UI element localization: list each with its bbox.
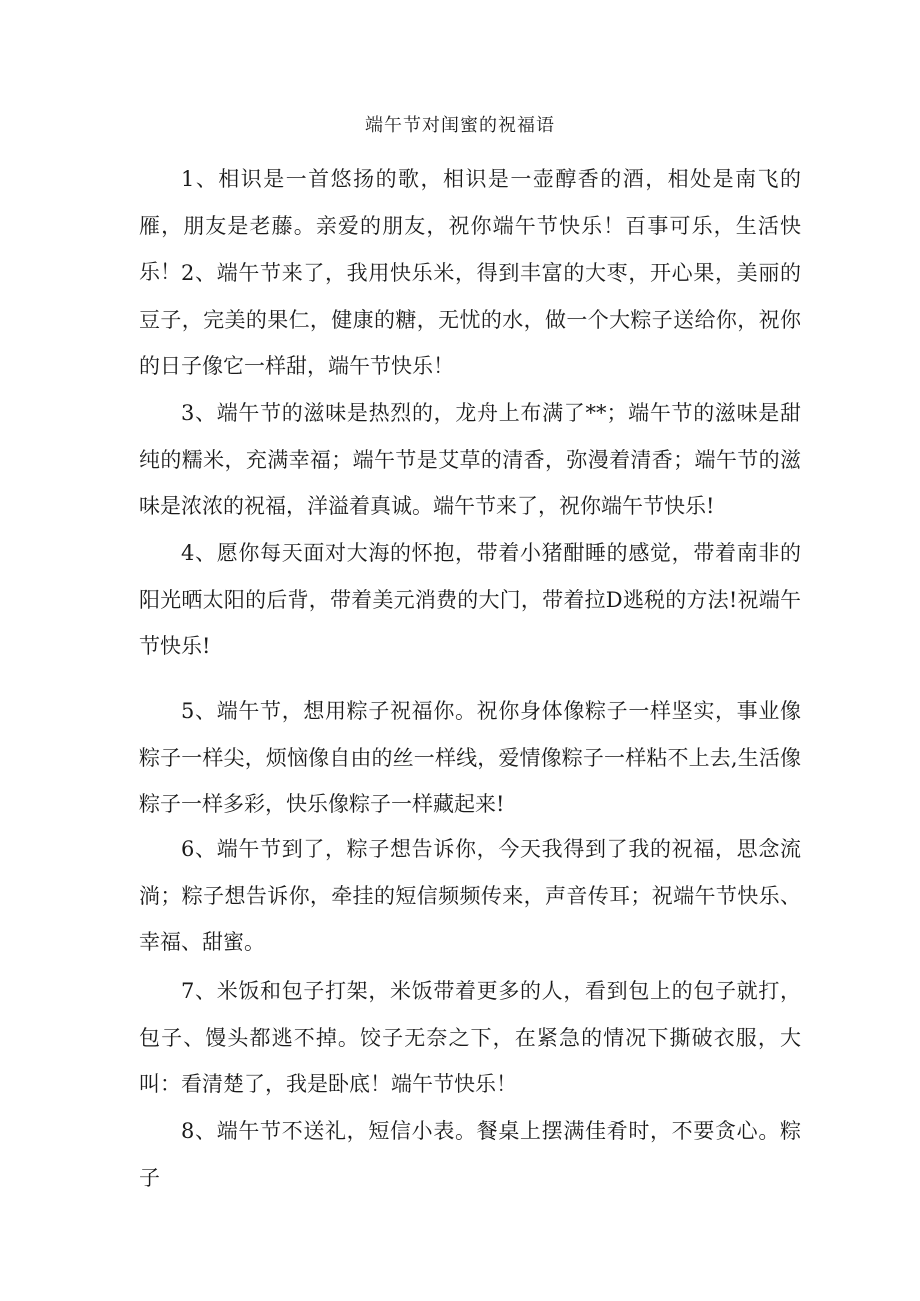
- greeting-paragraph-7: 7、米饭和包子打架，米饭带着更多的人，看到包上的包子就打，包子、馒头都逃不掉。饺子无奈之下，在紧急的情况下撕破衣服，大叫：看清楚了，我是卧底！端午节快乐！: [139, 979, 801, 1096]
- greeting-paragraph-5: 5、端午节，想用粽子祝福你。祝你身体像粽子一样坚实，事业像粽子一样尖，烦恼像自由的丝一样线，爱情像粽子一样粘不上去,生活像粽子一样多彩，快乐像粽子一样藏起来!: [139, 699, 801, 816]
- greeting-paragraph-1: 1、相识是一首悠扬的歌，相识是一壶醇香的酒，相处是南飞的雁，朋友是老藤。亲爱的朋友，祝你端午节快乐！百事可乐，生活快乐！: [139, 167, 801, 284]
- greeting-paragraph-3: 3、端午节的滋味是热烈的，龙舟上布满了**；端午节的滋味是甜纯的糯米，充满幸福；端午节是艾草的清香，弥漫着清香；端午节的滋味是浓浓的祝福，洋溢着真诚。端午节来了，祝你端午节快乐!: [139, 401, 801, 518]
- document-title: 端午节对闺蜜的祝福语: [365, 115, 555, 136]
- greeting-paragraph-2: 2、端午节来了，我用快乐米，得到丰富的大枣，开心果，美丽的豆子，完美的果仁，健康的糖，无忧的水，做一个大粽子送给你，祝你的日子像它一样甜，端午节快乐！: [139, 261, 801, 378]
- greeting-paragraph-6: 6、端午节到了，粽子想告诉你，今天我得到了我的祝福，思念流淌；粽子想告诉你，牵挂的短信频频传来，声音传耳；祝端午节快乐、幸福、甜蜜。: [139, 837, 801, 954]
- greeting-paragraph-4: 4、愿你每天面对大海的怀抱，带着小猪酣睡的感觉，带着南非的阳光晒太阳的后背，带着美元消费的大门，带着拉D逃税的方法!祝端午节快乐!: [139, 541, 801, 658]
- greeting-paragraph-8: 8、端午节不送礼，短信小表。餐桌上摆满佳肴时，不要贪心。粽子: [139, 1119, 801, 1190]
